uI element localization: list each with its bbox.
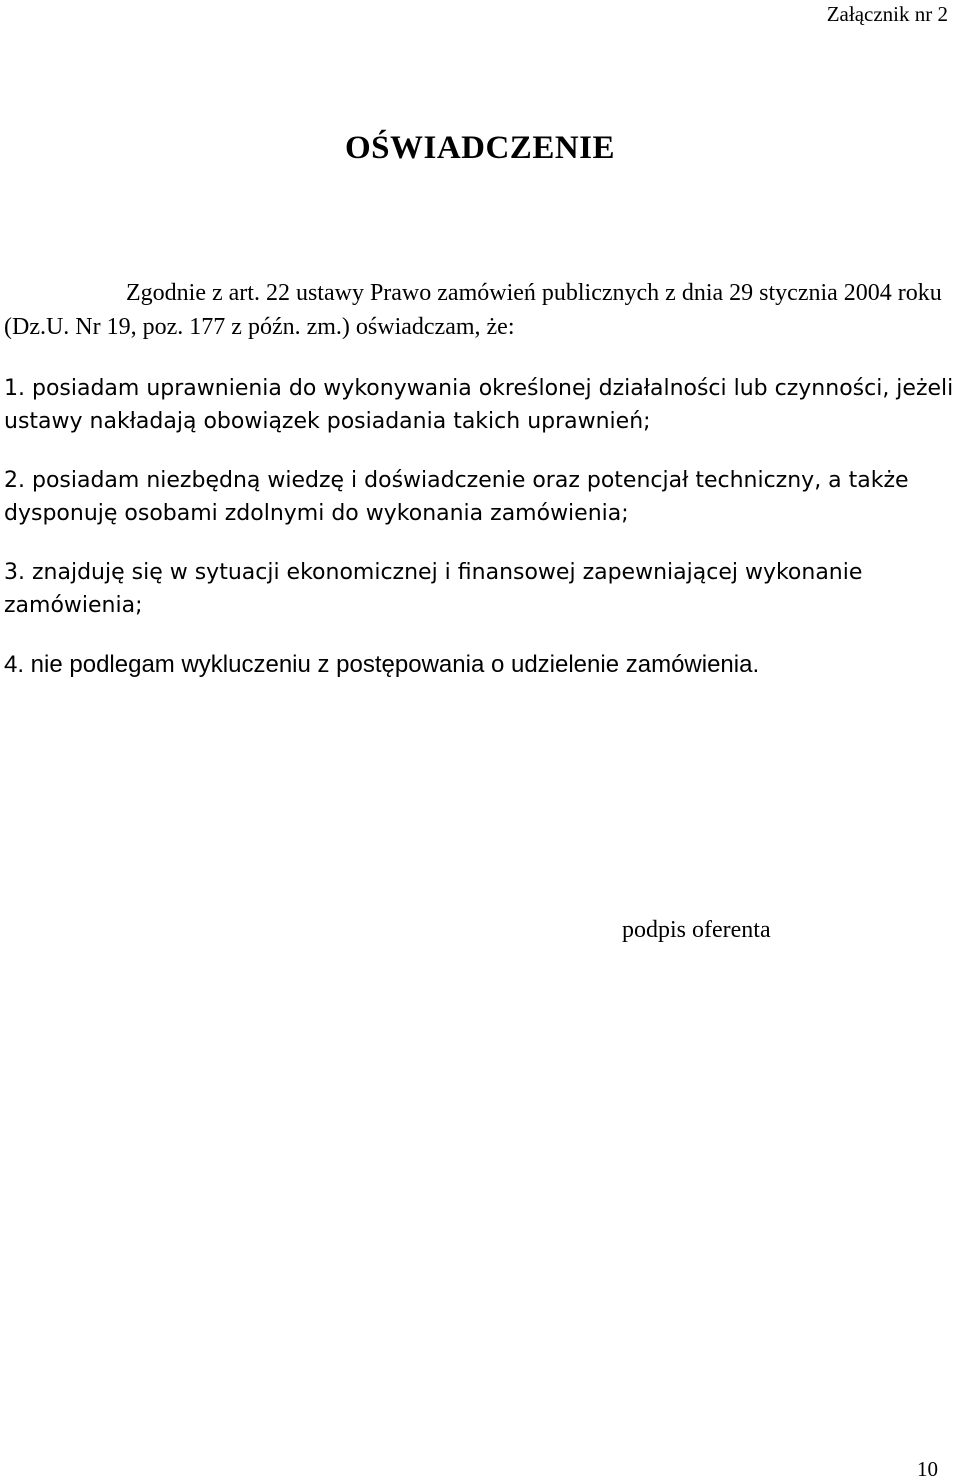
intro-text: Zgodnie z art. 22 ustawy Prawo zamówień publicznych z dnia 29 stycznia 2004 roku (Dz.U. Nr 19, poz. 177 z późn. zm.) oświadczam, że: [4, 280, 942, 340]
declaration-item-3: 3. znajduję się w sytuacji ekonomicznej i finansowej zapewniającej wykonanie zamówienia; [4, 560, 863, 618]
declaration-list [4, 372, 954, 707]
intro-paragraph [4, 276, 954, 344]
attachment-label: Załącznik nr 2 [826, 2, 948, 26]
document-title: OŚWIADCZENIE [344, 130, 616, 166]
declaration-item-2: 2. posiadam niezbędną wiedzę i doświadczenie oraz potencjał techniczny, a także dysponuję osobami zdolnymi do wykonania zamówienia; [4, 468, 909, 526]
declaration-item-1: 1. posiadam uprawnienia do wykonywania określonej działalności lub czynności, jeżeli ustawy nakładają obowiązek posiadania takich uprawnień; [4, 376, 954, 434]
declaration-item-4: 4. nie podlegam wykluczeniu z postępowania o udzielenie zamówienia. [4, 651, 760, 678]
page-number: 10 [917, 1457, 938, 1481]
signature-label: podpis oferenta [622, 917, 771, 943]
